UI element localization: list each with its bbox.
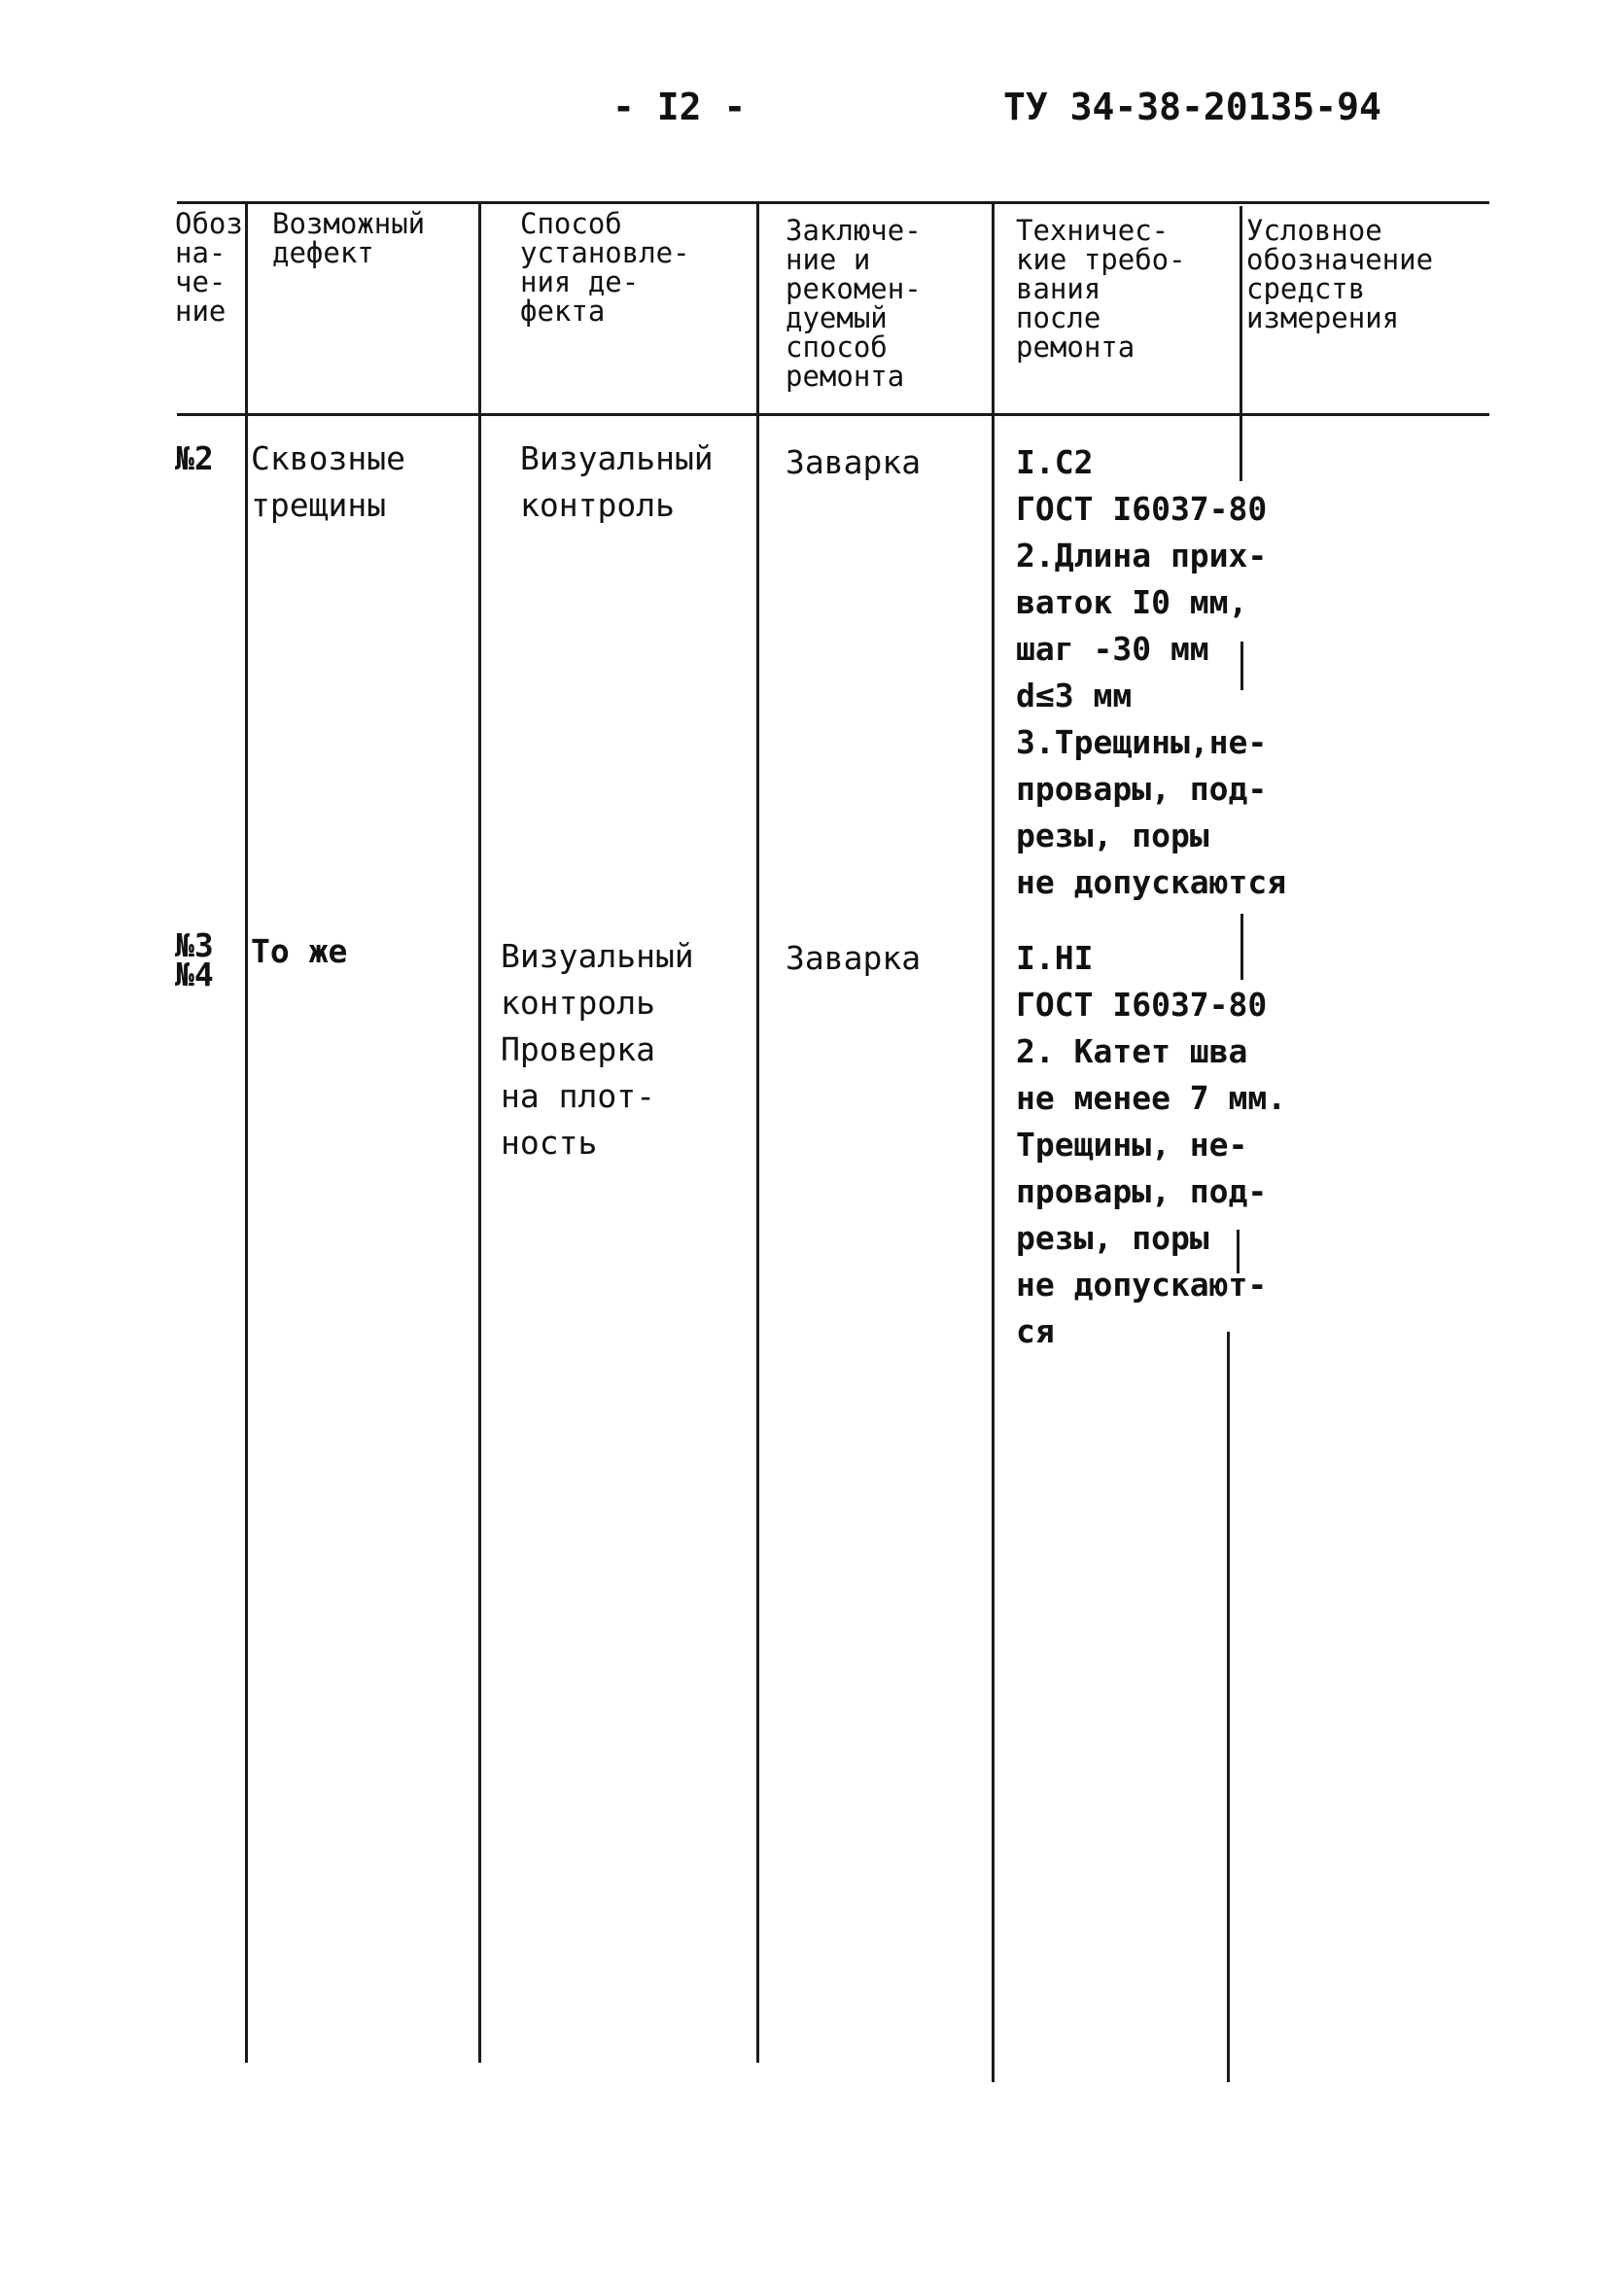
row-repair: Заварка	[786, 443, 922, 481]
table-top-rule	[177, 201, 1489, 204]
header-possible-defect: Возможный дефект	[272, 207, 426, 269]
header-detection-method: Способ установле- ния де- фекта	[520, 207, 690, 328]
row-repair: Заварка	[786, 939, 922, 977]
column-divider-1	[245, 201, 248, 2063]
row-requirements: I.C2 ГОСТ I6037-80 2.Длина прих- ваток I0 мм, шаг -30 мм d≤3 мм 3.Трещины,не- провары, под- резы, поры не допускаются	[1016, 443, 1287, 901]
column-divider-3	[756, 201, 759, 2063]
header-designation: Обоз на- че- ние	[175, 207, 243, 328]
header-bottom-rule	[177, 413, 1489, 416]
column-divider-2	[478, 201, 481, 2063]
header-measurement-means: Условное обозначение средств измерения	[1246, 214, 1434, 334]
row-method: Визуальный контроль Проверка на плот- ность	[501, 937, 694, 1162]
row-requirements: I.HI ГОСТ I6037-80 2. Катет шва не менее 7 мм. Трещины, не- провары, под- резы, поры не допускают- ся	[1016, 939, 1287, 1350]
row-defect: Сквозные трещины	[251, 439, 405, 524]
row-designation: №3 №4	[175, 926, 214, 993]
column-divider-5-bottom	[1227, 1332, 1230, 2082]
page-number: - I2 -	[612, 86, 747, 128]
row-designation: №2	[175, 439, 214, 477]
row-defect: То же	[251, 932, 348, 970]
document-code: ТУ 34-38-20135-94	[1003, 86, 1381, 128]
header-conclusion-repair: Заключе- ние и рекомен- дуемый способ ремонта	[786, 214, 922, 393]
column-divider-4	[992, 201, 995, 2082]
header-technical-requirements: Техничес- кие требо- вания после ремонта	[1016, 214, 1186, 364]
row-method: Визуальный контроль	[520, 439, 714, 524]
